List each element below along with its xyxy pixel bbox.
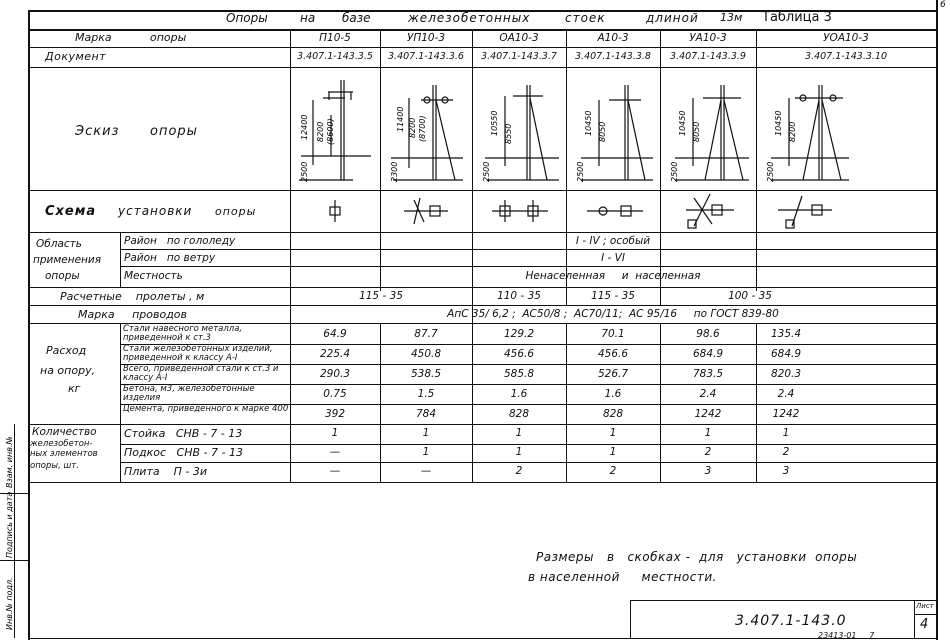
grid-line <box>28 67 936 68</box>
consumption-value: 684.9 <box>770 348 802 360</box>
area-row-label: Район по ветру <box>124 252 216 264</box>
frame-left <box>28 10 30 640</box>
count-row-label: Подкос СНВ - 7 - 13 <box>124 446 243 459</box>
count-row-label: Стойка СНВ - 7 - 13 <box>124 427 243 440</box>
count-label-2: железобетон- <box>30 439 93 449</box>
pole-sketch-2 <box>383 70 469 188</box>
grid-line <box>120 462 936 463</box>
consumption-value: 135.4 <box>770 328 802 340</box>
spans-value: 110 - 35 <box>497 290 541 302</box>
spans-value: 115 - 35 <box>359 290 403 302</box>
note-line-2: в населенной местности. <box>528 570 717 584</box>
pole-sketch-4 <box>569 70 657 188</box>
consumption-row-label: Цемента, приведенного к марке 400 <box>123 404 289 414</box>
sketch-dim: 10450 <box>774 110 783 136</box>
consumption-value: 828 <box>508 408 530 420</box>
doc-cell: 3.407.1-143.3.8 <box>575 51 651 62</box>
sketch-label-2: опоры <box>150 124 198 139</box>
note-line-1: Размеры в скобках - для установки опоры <box>536 550 858 564</box>
scheme-label-3: опоры <box>215 205 257 218</box>
stamp-line <box>630 600 936 601</box>
count-value: 1 <box>609 446 617 458</box>
stamp-line <box>914 600 915 638</box>
count-value: — <box>329 446 341 458</box>
sketch-dim: (8600) <box>326 118 335 145</box>
grid-line <box>28 232 936 233</box>
scheme-icon-3 <box>490 196 550 226</box>
table-number: Таблица 3 <box>762 10 832 25</box>
consumption-row-label: Бетона, м3, железобетонные изделия <box>123 384 255 403</box>
spans-value: 100 - 35 <box>728 290 772 302</box>
title-prefix: Опоры <box>226 11 268 25</box>
sketch-dim: 10550 <box>490 110 499 136</box>
consumption-value: 783.5 <box>692 368 724 380</box>
consumption-value: 1242 <box>772 408 800 420</box>
consumption-value: 1242 <box>694 408 722 420</box>
count-row-label: Плита П - 3и <box>124 465 207 478</box>
consumption-label-2: на опору, <box>40 364 96 377</box>
area-row-value: Ненаселенная и населенная <box>525 270 701 282</box>
consumption-value: 784 <box>415 408 437 420</box>
count-value: 2 <box>782 446 790 458</box>
spans-value: 115 - 35 <box>591 290 635 302</box>
count-value: — <box>420 465 432 477</box>
consumption-value: 585.8 <box>503 368 535 380</box>
sketch-dim: 8050 <box>598 121 607 142</box>
consumption-value: 225.4 <box>319 348 351 360</box>
sketch-dim: 2500 <box>670 161 679 182</box>
stamp-sheet-label: Лист <box>916 602 934 610</box>
consumption-row-label: Стали навесного металла, приведенной к ст.3 <box>123 324 243 343</box>
title-word: длиной <box>646 11 699 25</box>
count-value: 2 <box>609 465 617 477</box>
scheme-label: Схема <box>45 204 97 219</box>
consumption-value: 820.3 <box>770 368 802 380</box>
stamp-line <box>914 614 936 615</box>
count-value: 1 <box>515 427 523 439</box>
title-word: железобетонных <box>408 11 531 25</box>
area-label-1: Область <box>36 238 82 250</box>
mark-cell: УОА10-3 <box>823 32 869 44</box>
consumption-value: 129.2 <box>503 328 535 340</box>
count-value: 1 <box>422 446 430 458</box>
consumption-value: 392 <box>324 408 346 420</box>
grid-line <box>28 190 936 191</box>
title-word: на <box>300 11 316 25</box>
sketch-dim: 10450 <box>584 110 593 136</box>
pole-sketch-6 <box>759 70 859 188</box>
margin-label-b: Подпись и дата <box>5 491 14 558</box>
mark-label: Марка <box>75 31 112 44</box>
spans-label: Расчетные пролеты , м <box>60 290 205 303</box>
sketch-dim: 12400 <box>300 114 309 140</box>
area-label-3: опоры <box>45 270 80 282</box>
sketch-dim: 11400 <box>396 106 405 132</box>
sketch-dim: 8550 <box>504 123 513 144</box>
frame-right <box>936 0 938 640</box>
sketch-label: Эскиз <box>75 124 120 139</box>
scheme-label-2: установки <box>118 204 193 218</box>
title-word: 13м <box>720 11 743 24</box>
margin-label-c: Взам. инв.№ <box>5 436 14 488</box>
scheme-icon-1 <box>320 196 350 226</box>
grid-line <box>566 323 567 482</box>
wires-value: АпС 35/ 6,2 ; АС50/8 ; АС70/11; АС 95/16 по ГОСТ 839-80 <box>447 308 779 320</box>
consumption-value: 64.9 <box>323 328 347 340</box>
sketch-dim: 2500 <box>576 161 585 182</box>
sketch-dim: 8200 <box>408 117 417 138</box>
scheme-icon-4 <box>585 196 645 226</box>
grid-line <box>120 444 936 445</box>
doc-cell: 3.407.1-143.3.5 <box>297 51 373 62</box>
count-value: 3 <box>782 465 790 477</box>
consumption-value: 2.4 <box>699 388 717 400</box>
consumption-value: 456.6 <box>597 348 629 360</box>
pole-sketch-5 <box>663 70 753 188</box>
doc-cell: 3.407.1-143.3.6 <box>388 51 464 62</box>
area-label-2: применения <box>33 254 102 266</box>
count-value: 1 <box>704 427 712 439</box>
grid-line <box>28 482 936 483</box>
grid-line <box>28 47 936 48</box>
mark-cell: ОА10-3 <box>499 32 539 44</box>
count-value: — <box>329 465 341 477</box>
consumption-value: 1.6 <box>510 388 528 400</box>
sketch-dim: 10450 <box>678 110 687 136</box>
pole-sketch-1 <box>293 70 377 188</box>
consumption-value: 1.5 <box>417 388 435 400</box>
consumption-label-1: Расход <box>46 344 87 357</box>
wires-label: Марка проводов <box>78 308 188 321</box>
count-value: 1 <box>782 427 790 439</box>
stamp-line <box>630 600 631 638</box>
consumption-value: 290.3 <box>319 368 351 380</box>
grid-line <box>756 323 757 482</box>
grid-line <box>28 287 936 288</box>
grid-line <box>120 249 936 250</box>
margin-labels <box>2 424 14 638</box>
grid-line <box>120 323 121 482</box>
consumption-value: 456.6 <box>503 348 535 360</box>
grid-line <box>28 424 936 425</box>
doc-cell: 3.407.1-143.3.7 <box>481 51 557 62</box>
count-value: 2 <box>515 465 523 477</box>
area-row-value: I - IV ; особый <box>575 235 651 247</box>
consumption-value: 70.1 <box>601 328 625 340</box>
consumption-label-3: кг <box>68 382 81 395</box>
consumption-row-label: Всего, приведенной стали к ст.3 и классу А-I <box>123 364 279 383</box>
area-row-value: I - VI <box>601 252 625 264</box>
sketch-dim: 2500 <box>482 161 491 182</box>
count-value: 1 <box>422 427 430 439</box>
count-value: 2 <box>704 446 712 458</box>
mark-label-2: опоры <box>150 31 187 44</box>
count-value: 1 <box>331 427 339 439</box>
count-label-3: ных элементов <box>30 449 98 459</box>
margin-line <box>14 424 15 638</box>
grid-line <box>120 232 121 287</box>
consumption-value: 828 <box>602 408 624 420</box>
count-label-1: Количество <box>32 426 97 438</box>
sketch-dim: (8700) <box>418 115 427 142</box>
count-value: 3 <box>704 465 712 477</box>
consumption-value: 0.75 <box>323 388 347 400</box>
consumption-value: 450.8 <box>410 348 442 360</box>
grid-line <box>28 305 936 306</box>
sketch-dim: 2500 <box>766 161 775 182</box>
title-word: базе <box>342 11 371 25</box>
mark-cell: УА10-3 <box>689 32 727 44</box>
scheme-icon-2 <box>400 194 452 228</box>
pole-sketch-3 <box>475 70 563 188</box>
consumption-value: 684.9 <box>692 348 724 360</box>
grid-line <box>660 323 661 482</box>
corner-number: 6 <box>940 0 946 10</box>
consumption-value: 538.5 <box>410 368 442 380</box>
sketch-dim: 2500 <box>300 161 309 182</box>
consumption-value: 2.4 <box>777 388 795 400</box>
title-word: стоек <box>565 11 606 25</box>
mark-cell: П10-5 <box>319 32 351 44</box>
count-label-4: опоры, шт. <box>30 461 79 471</box>
stamp-doc: 3.407.1-143.0 <box>735 613 847 629</box>
consumption-value: 1.6 <box>604 388 622 400</box>
consumption-row-label: Стали железобетонных изделий, приведенной к классу А-I <box>123 344 273 363</box>
sketch-dim: 8200 <box>316 121 325 142</box>
count-value: 1 <box>515 446 523 458</box>
consumption-value: 98.6 <box>696 328 720 340</box>
stamp-sheet: 4 <box>920 617 929 632</box>
scheme-icon-5 <box>682 192 738 232</box>
frame-bottom <box>28 638 936 639</box>
consumption-value: 526.7 <box>597 368 629 380</box>
stamp-bottom: 23413-01 7 <box>818 631 875 640</box>
count-value: 1 <box>609 427 617 439</box>
mark-cell: А10-3 <box>597 32 629 44</box>
grid-line <box>380 323 381 482</box>
doc-cell: 3.407.1-143.3.9 <box>670 51 746 62</box>
mark-cell: УП10-3 <box>406 32 446 44</box>
sketch-dim: 8050 <box>692 121 701 142</box>
consumption-value: 87.7 <box>414 328 438 340</box>
sketch-dim: 2300 <box>390 161 399 182</box>
doc-label: Документ <box>45 50 107 63</box>
doc-cell: 3.407.1-143.3.10 <box>805 51 887 62</box>
scheme-icon-6 <box>776 192 836 232</box>
margin-label-a: Инв.№ подл. <box>5 577 14 630</box>
area-row-label: Местность <box>124 270 183 282</box>
area-row-label: Район по гололеду <box>124 235 236 247</box>
grid-line <box>120 266 936 267</box>
sketch-dim: 8200 <box>788 121 797 142</box>
